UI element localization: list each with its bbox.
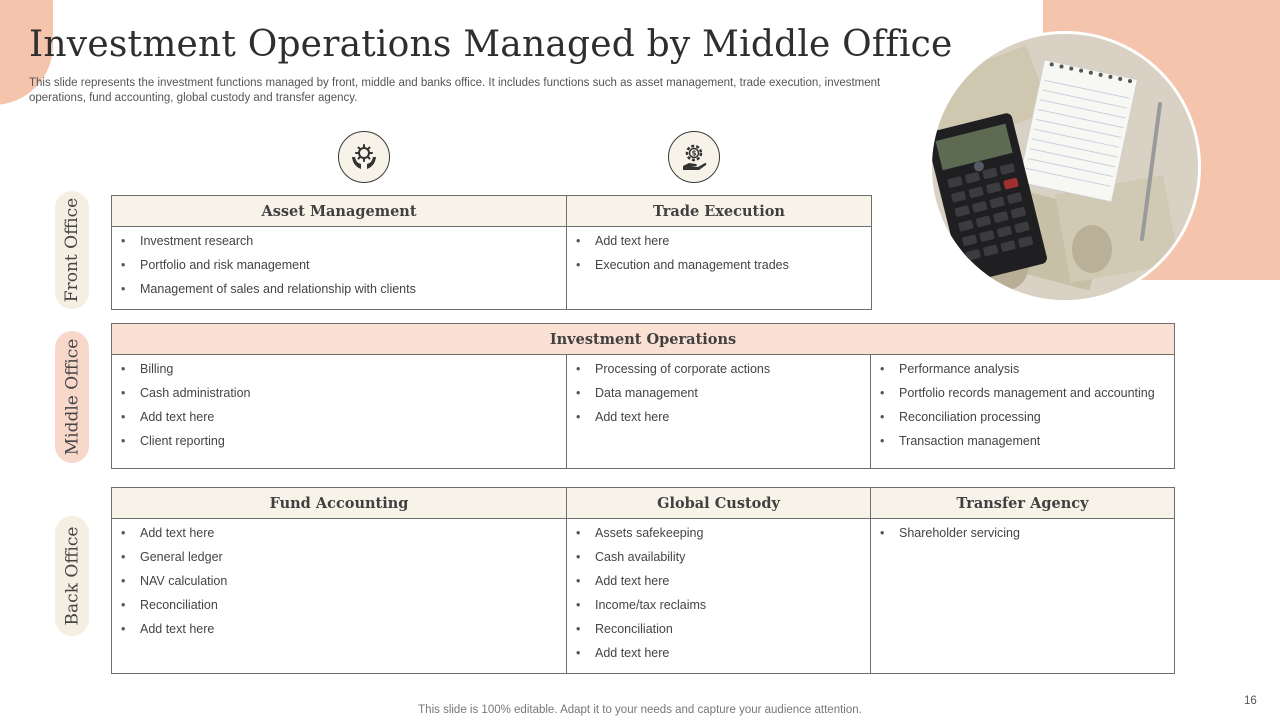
page-number: 16 <box>1244 695 1257 707</box>
list-item: • Cash availability <box>595 549 862 565</box>
list-item: • Assets safekeeping <box>595 525 862 541</box>
list-item: • Transaction management <box>899 433 1166 449</box>
front-office-label <box>55 191 89 309</box>
global-custody-cell <box>567 519 871 674</box>
middle-office-table <box>111 323 1175 469</box>
list-item: • Cash administration <box>140 385 558 401</box>
list-item: • Add text here <box>140 525 558 541</box>
middle-office-cell <box>112 355 567 469</box>
list-item: • Reconciliation <box>140 597 558 613</box>
table-header-row <box>112 488 1175 519</box>
list-item: • NAV calculation <box>140 573 558 589</box>
asset-management-cell <box>112 227 567 310</box>
page-title: Investment Operations Managed by Middle Office <box>29 24 953 65</box>
transfer-agency-cell <box>871 519 1175 674</box>
front-office-table <box>111 195 872 310</box>
investment-operations-header: Investment Operations <box>112 324 1175 355</box>
list-item: • Add text here <box>595 233 863 249</box>
svg-text:$: $ <box>691 149 697 158</box>
list-item: • Portfolio records management and accounting <box>899 385 1166 401</box>
transfer-agency-header: Transfer Agency <box>871 488 1175 519</box>
back-office-label <box>55 516 89 636</box>
table-header-row <box>112 324 1175 355</box>
list-item: • Data management <box>595 385 862 401</box>
list-item: • Add text here <box>595 645 862 661</box>
list-item: • Billing <box>140 361 558 377</box>
table-header-row <box>112 196 872 227</box>
list-item: • Management of sales and relationship with clients <box>140 281 558 297</box>
list-item: • Reconciliation processing <box>899 409 1166 425</box>
hands-gear-icon <box>338 131 390 183</box>
list-item: • Shareholder servicing <box>899 525 1166 541</box>
list-item: • Add text here <box>595 409 862 425</box>
back-office-label-text: Back Office <box>62 526 83 626</box>
list-item: • Investment research <box>140 233 558 249</box>
page-subtitle: This slide represents the investment functions managed by front, middle and banks office. It includes functions such as asset management, trade execution, investment operations, fund accounting, global custody and transfer agency. <box>29 77 881 104</box>
middle-office-cell <box>567 355 871 469</box>
middle-office-cell <box>871 355 1175 469</box>
list-item: • Client reporting <box>140 433 558 449</box>
list-item: • General ledger <box>140 549 558 565</box>
list-item: • Execution and management trades <box>595 257 863 273</box>
trade-execution-cell <box>567 227 872 310</box>
table-row <box>112 519 1175 674</box>
back-office-table <box>111 487 1175 674</box>
global-custody-header: Global Custody <box>567 488 871 519</box>
list-item: • Add text here <box>140 621 558 637</box>
front-office-label-text: Front Office <box>62 197 82 303</box>
fund-accounting-cell <box>112 519 567 674</box>
list-item: • Processing of corporate actions <box>595 361 862 377</box>
trade-execution-header: Trade Execution <box>567 196 872 227</box>
list-item: • Portfolio and risk management <box>140 257 558 273</box>
middle-office-label-text: Middle Office <box>62 338 83 456</box>
calculator-notepad-money-photo <box>932 34 1198 300</box>
list-item: • Add text here <box>140 409 558 425</box>
table-row <box>112 355 1175 469</box>
list-item: • Reconciliation <box>595 621 862 637</box>
list-item: • Performance analysis <box>899 361 1166 377</box>
middle-office-label <box>55 331 89 463</box>
footer-note: This slide is 100% editable. Adapt it to your needs and capture your audience attention. <box>418 704 862 716</box>
gear-dollar-hand-icon <box>668 131 720 183</box>
asset-management-header: Asset Management <box>112 196 567 227</box>
table-row <box>112 227 872 310</box>
fund-accounting-header: Fund Accounting <box>112 488 567 519</box>
list-item: • Add text here <box>595 573 862 589</box>
list-item: • Income/tax reclaims <box>595 597 862 613</box>
